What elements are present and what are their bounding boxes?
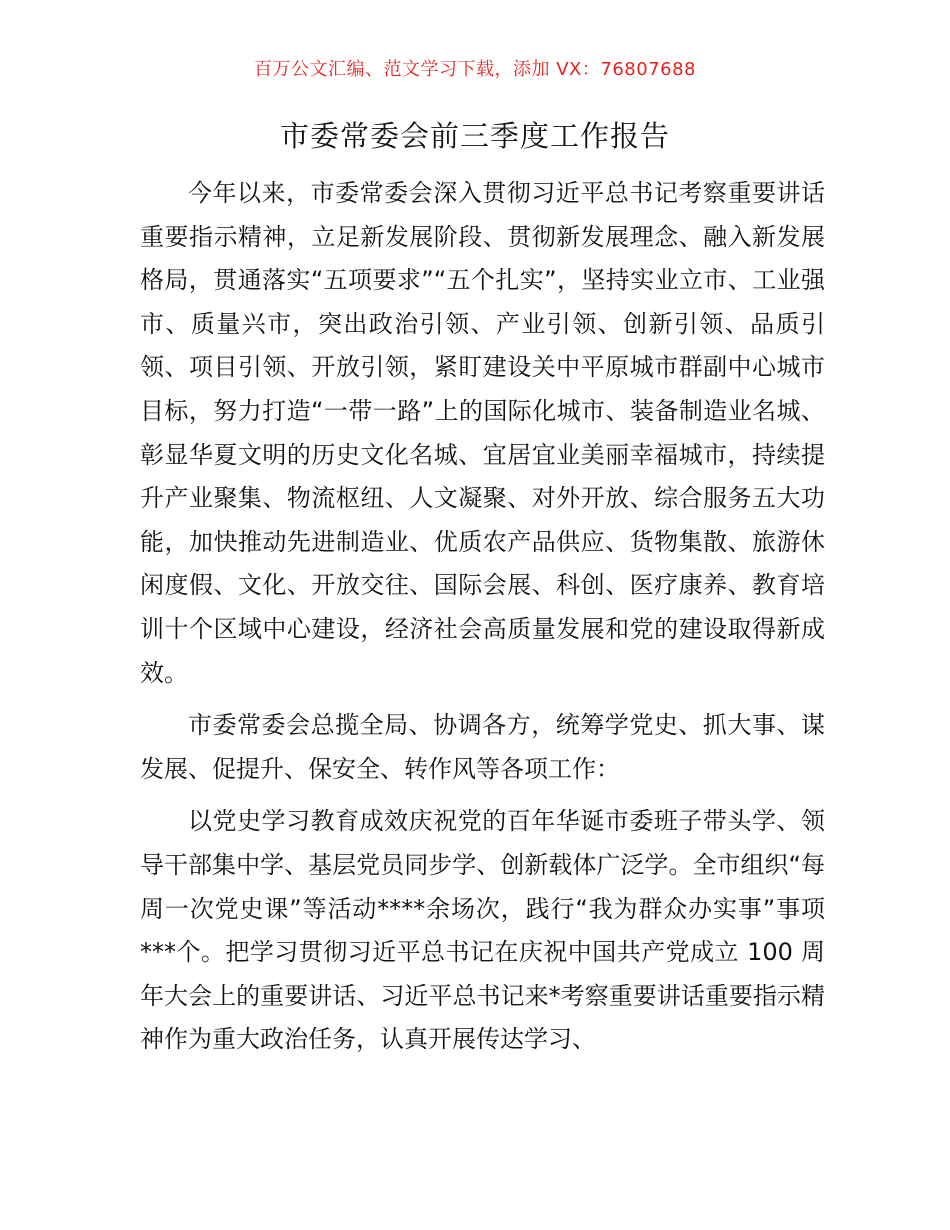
paragraph-intro: 今年以来，市委常委会深入贯彻习近平总书记考察重要讲话重要指示精神，立足新发展阶段、贯彻新发展理念、融入新发展格局，贯通落实“五项要求”“五个扎实”，坚持实业立市、工业强市、质量兴市，突出政治引领、产业引领、创新引领、品质引领、项目引领、开放引领，紧盯建设关中平原城市群副中心城市目标，努力打造“一带一路”上的国际化城市、装备制造业名城、彰显华夏文明的历史文化名城、宜居宜业美丽幸福城市，持续提升产业聚集、物流枢纽、人文凝聚、对外开放、综合服务五大功能，加快推动先进制造业、优质农产品供应、货物集散、旅游休闲度假、文化、开放交往、国际会展、科创、医疗康养、教育培训十个区域中心建设，经济社会高质量发展和党的建设取得新成效。 [140, 179, 825, 687]
paragraph-party-history: 以党史学习教育成效庆祝党的百年华诞市委班子带头学、领导干部集中学、基层党员同步学、创新载体广泛学。全市组织“每周一次党史课”等活动****余场次，践行“我为群众办实事”事项***个。把学习贯彻习近平总书记在庆祝中国共产党成立 100 周年大会上的重要讲话、习近平总书记来*考察重要讲话重要指示精神作为重大政治任务，认真开展传达学习、 [140, 807, 825, 1054]
document-body [140, 172, 825, 1071]
document-title: 市委常委会前三季度工作报告 [279, 119, 670, 153]
paragraph-overview: 市委常委会总揽全局、协调各方，统筹学党史、抓大事、谋发展、促提升、保安全、转作风等各项工作： [140, 711, 825, 783]
header-note: 百万公文汇编、范文学习下载，添加 VX：76807688 [254, 59, 696, 80]
